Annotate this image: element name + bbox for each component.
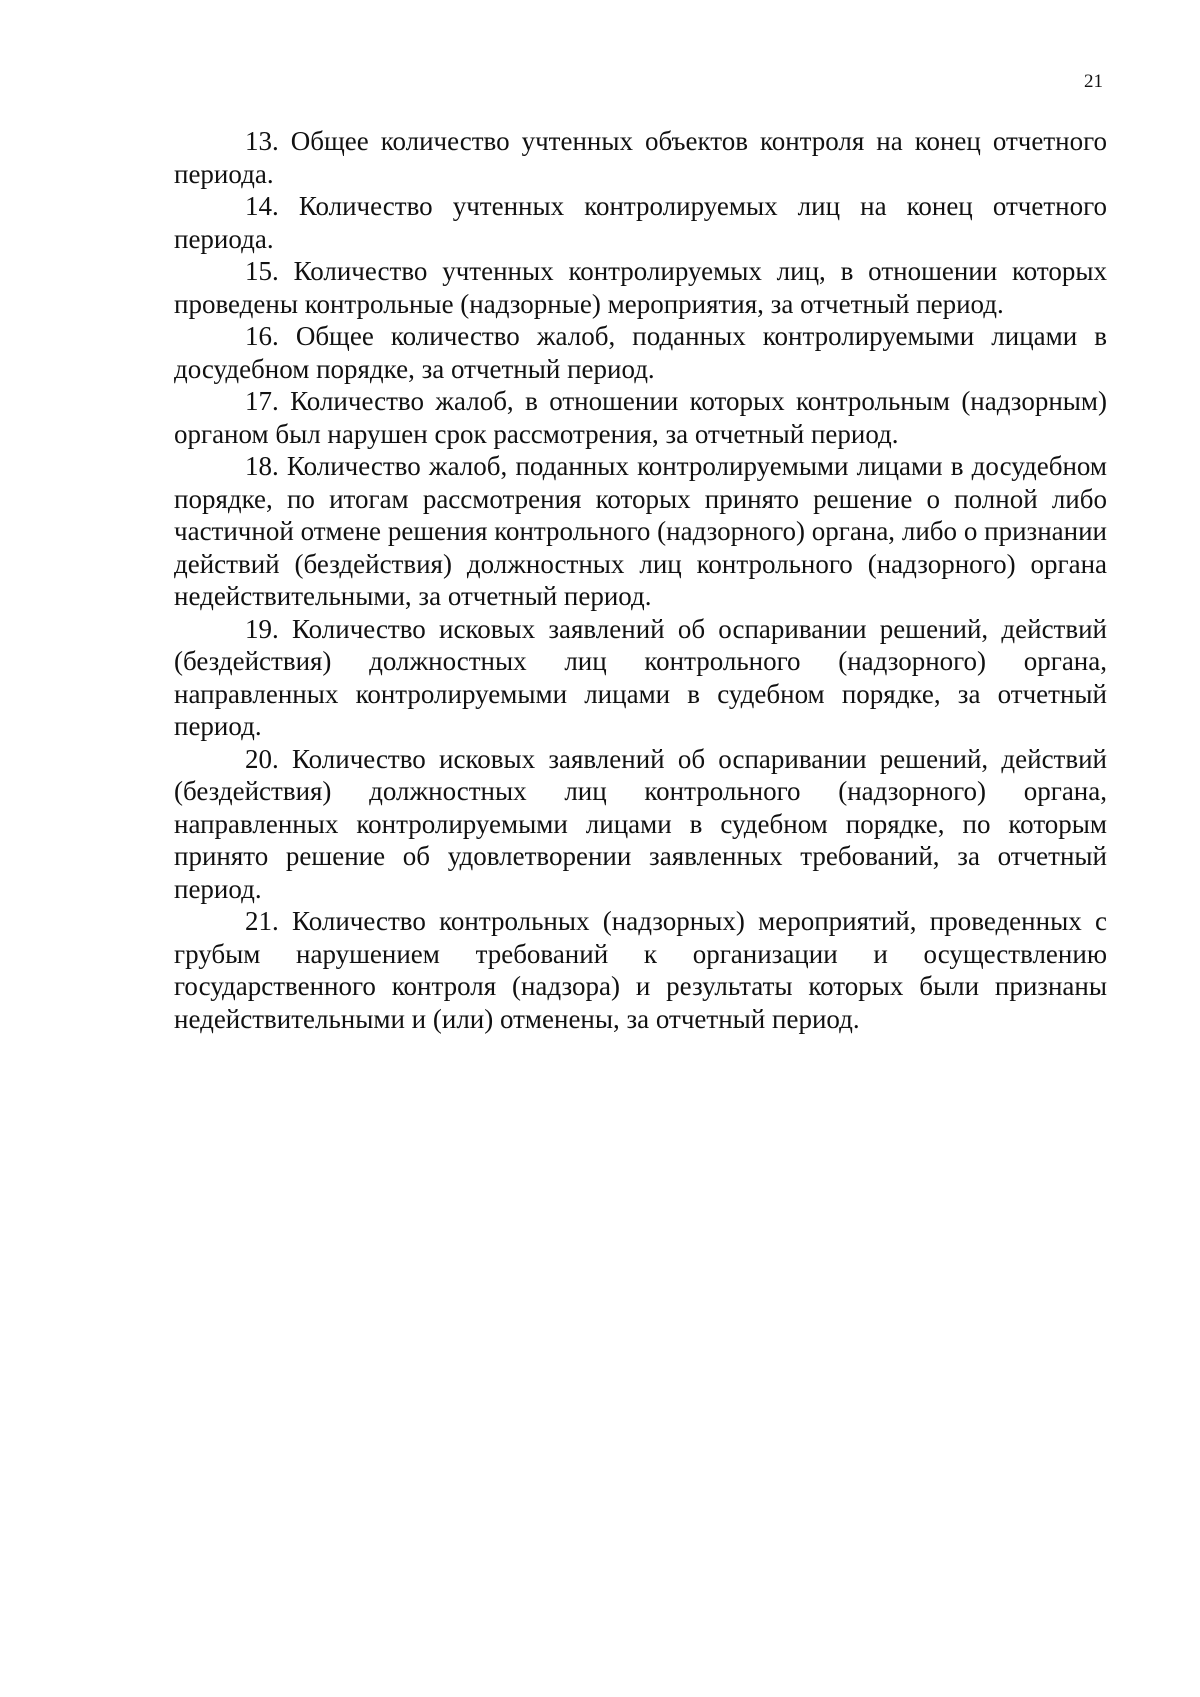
list-item-15: 15. Количество учтенных контролируемых лиц, в отношении которых проведены контрольные (надзорные) мероприятия, за отчетный период.	[174, 256, 1107, 319]
list-item-16: 16. Общее количество жалоб, поданных контролируемыми лицами в досудебном порядке, за отчетный период.	[174, 321, 1107, 384]
list-item-18: 18. Количество жалоб, поданных контролируемыми лицами в досудебном порядке, по итогам рассмотрения которых принято решение о полной либо частичной отмене решения контрольного (надзорного) органа, либо о признании действий (бездействия) должностных лиц контрольного (надзорного) органа недействительными, за отчетный период.	[174, 451, 1107, 611]
page-number: 21	[1084, 71, 1103, 92]
list-item-20: 20. Количество исковых заявлений об оспаривании решений, действий (бездействия) должностных лиц контрольного (надзорного) органа, направленных контролируемыми лицами в судебном порядке, по которым принято решение об удовлетворении заявленных требований, за отчетный период.	[174, 743, 1107, 904]
list-item-14: 14. Количество учтенных контролируемых лиц на конец отчетного периода.	[174, 191, 1107, 254]
list-item-17: 17. Количество жалоб, в отношении которых контрольным (надзорным) органом был нарушен срок рассмотрения, за отчетный период.	[174, 386, 1107, 449]
list-item-21: 21. Количество контрольных (надзорных) мероприятий, проведенных с грубым нарушением требований к организации и осуществлению государственного контроля (надзора) и результаты которых были признаны недействительными и (или) отменены, за отчетный период.	[174, 906, 1107, 1034]
list-item-19: 19. Количество исковых заявлений об оспаривании решений, действий (бездействия) должностных лиц контрольного (надзорного) органа, направленных контролируемыми лицами в судебном порядке, за отчетный период.	[174, 613, 1107, 741]
list-item-13: 13. Общее количество учтенных объектов контроля на конец отчетного периода.	[174, 126, 1107, 189]
document-body	[174, 125, 1107, 1035]
